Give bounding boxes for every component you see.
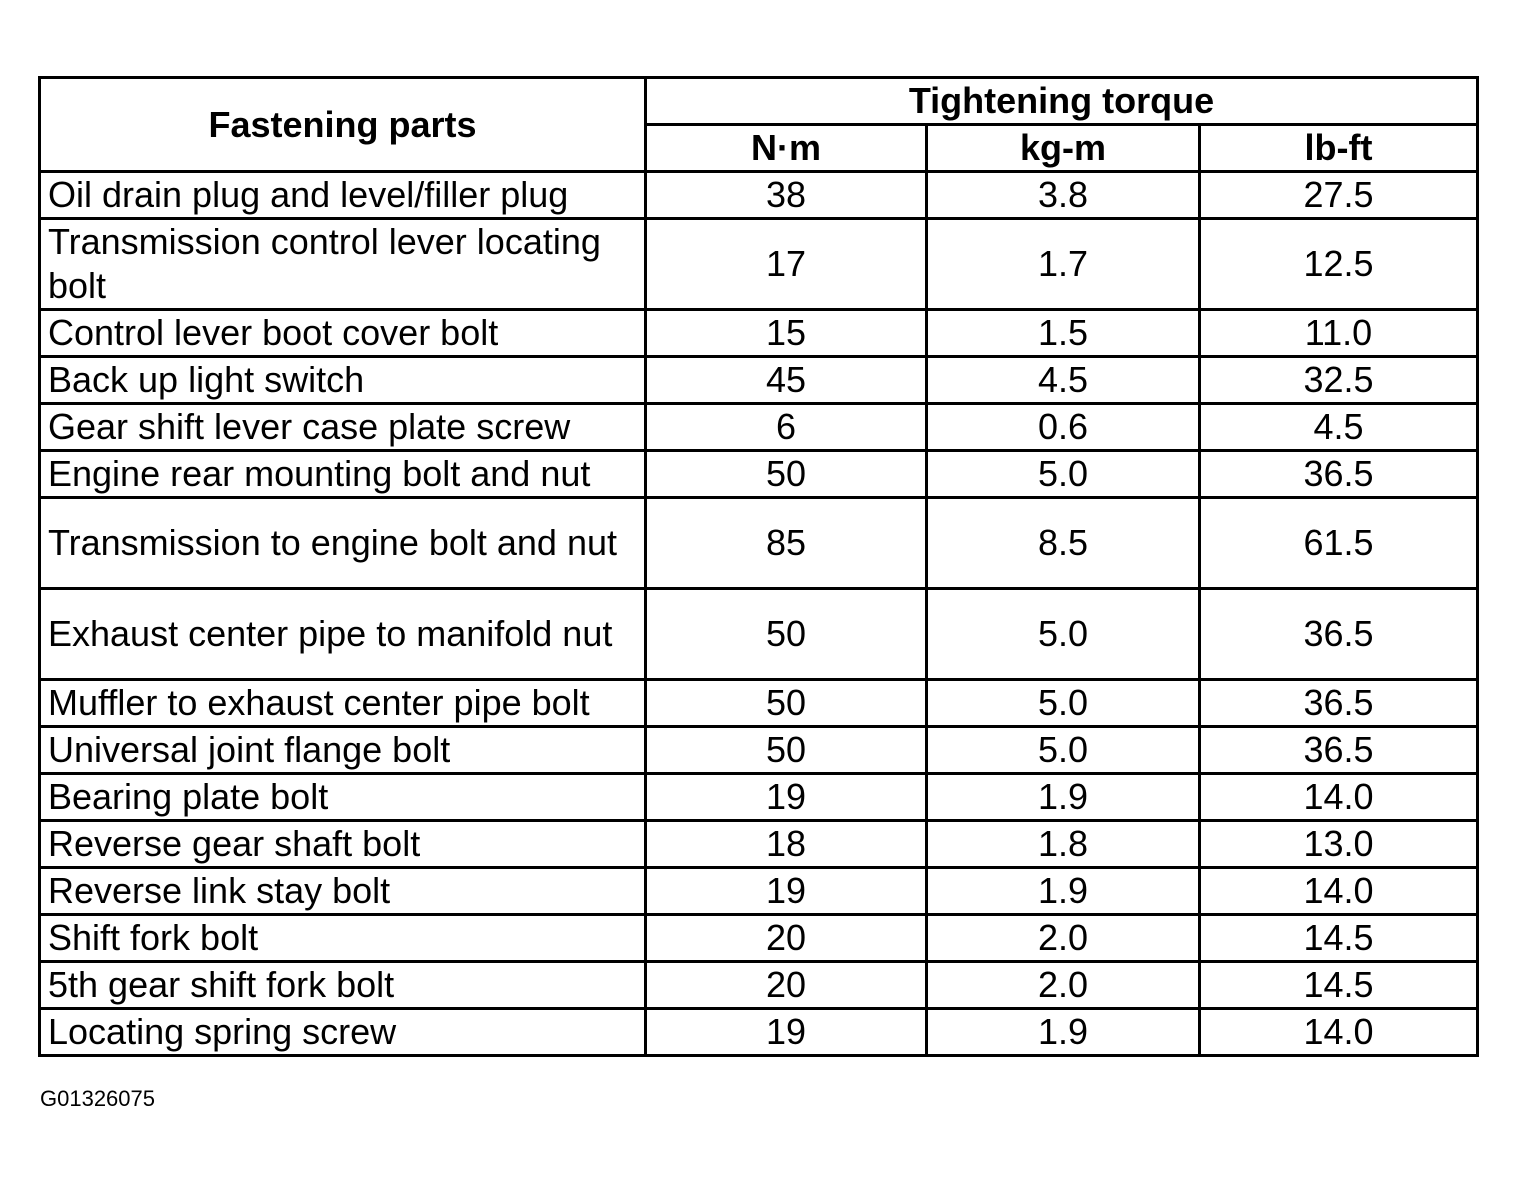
cell-fastening-part: Gear shift lever case plate screw — [40, 404, 646, 451]
cell-torque-kgm: 5.0 — [927, 451, 1200, 498]
table-row — [40, 680, 1478, 727]
cell-fastening-part: Oil drain plug and level/filler plug — [40, 172, 646, 219]
table-row — [40, 498, 1478, 589]
cell-fastening-part: Reverse gear shaft bolt — [40, 821, 646, 868]
cell-torque-lbft: 61.5 — [1200, 498, 1478, 589]
cell-torque-nm: 50 — [646, 451, 927, 498]
header-fastening-parts: Fastening parts — [40, 78, 646, 172]
table-row — [40, 404, 1478, 451]
cell-torque-lbft: 36.5 — [1200, 589, 1478, 680]
cell-fastening-part: Back up light switch — [40, 357, 646, 404]
cell-torque-nm: 85 — [646, 498, 927, 589]
table-row — [40, 821, 1478, 868]
cell-torque-lbft: 32.5 — [1200, 357, 1478, 404]
cell-fastening-part: Control lever boot cover bolt — [40, 310, 646, 357]
header-unit-kgm: kg-m — [927, 125, 1200, 172]
cell-torque-kgm: 0.6 — [927, 404, 1200, 451]
cell-torque-lbft: 14.0 — [1200, 868, 1478, 915]
table-row — [40, 357, 1478, 404]
cell-fastening-part: Transmission to engine bolt and nut — [40, 498, 646, 589]
cell-torque-nm: 18 — [646, 821, 927, 868]
cell-fastening-part: Universal joint flange bolt — [40, 727, 646, 774]
cell-torque-kgm: 1.9 — [927, 868, 1200, 915]
torque-spec-table — [38, 76, 1479, 1057]
table-row — [40, 172, 1478, 219]
cell-torque-nm: 6 — [646, 404, 927, 451]
header-tightening-torque: Tightening torque — [646, 78, 1478, 125]
cell-torque-nm: 19 — [646, 1009, 927, 1056]
cell-torque-lbft: 14.5 — [1200, 915, 1478, 962]
figure-id-label: G01326075 — [40, 1086, 155, 1111]
table-row — [40, 962, 1478, 1009]
cell-torque-nm: 20 — [646, 962, 927, 1009]
cell-fastening-part: Exhaust center pipe to manifold nut — [40, 589, 646, 680]
cell-torque-nm: 15 — [646, 310, 927, 357]
table-row — [40, 310, 1478, 357]
cell-torque-nm: 45 — [646, 357, 927, 404]
table-body — [40, 172, 1478, 1056]
cell-torque-kgm: 5.0 — [927, 680, 1200, 727]
cell-torque-lbft: 36.5 — [1200, 680, 1478, 727]
cell-torque-lbft: 27.5 — [1200, 172, 1478, 219]
cell-fastening-part: Reverse link stay bolt — [40, 868, 646, 915]
cell-torque-lbft: 14.0 — [1200, 774, 1478, 821]
cell-torque-nm: 17 — [646, 219, 927, 310]
table-row — [40, 1009, 1478, 1056]
cell-torque-lbft: 36.5 — [1200, 451, 1478, 498]
cell-torque-nm: 50 — [646, 680, 927, 727]
cell-torque-kgm: 8.5 — [927, 498, 1200, 589]
cell-fastening-part: 5th gear shift fork bolt — [40, 962, 646, 1009]
cell-torque-kgm: 5.0 — [927, 589, 1200, 680]
cell-torque-kgm: 1.5 — [927, 310, 1200, 357]
cell-torque-lbft: 14.5 — [1200, 962, 1478, 1009]
header-unit-lbft: lb-ft — [1200, 125, 1478, 172]
cell-torque-nm: 19 — [646, 774, 927, 821]
cell-torque-nm: 50 — [646, 589, 927, 680]
cell-torque-kgm: 5.0 — [927, 727, 1200, 774]
cell-torque-nm: 38 — [646, 172, 927, 219]
cell-fastening-part: Engine rear mounting bolt and nut — [40, 451, 646, 498]
cell-fastening-part: Shift fork bolt — [40, 915, 646, 962]
cell-fastening-part: Muffler to exhaust center pipe bolt — [40, 680, 646, 727]
cell-torque-lbft: 11.0 — [1200, 310, 1478, 357]
table-row — [40, 451, 1478, 498]
cell-torque-kgm: 1.9 — [927, 1009, 1200, 1056]
cell-torque-kgm: 1.9 — [927, 774, 1200, 821]
cell-torque-kgm: 2.0 — [927, 962, 1200, 1009]
table-row — [40, 915, 1478, 962]
cell-torque-kgm: 1.7 — [927, 219, 1200, 310]
cell-torque-lbft: 12.5 — [1200, 219, 1478, 310]
table-row — [40, 774, 1478, 821]
table-row — [40, 727, 1478, 774]
cell-torque-lbft: 4.5 — [1200, 404, 1478, 451]
cell-torque-kgm: 3.8 — [927, 172, 1200, 219]
cell-fastening-part: Locating spring screw — [40, 1009, 646, 1056]
table-row — [40, 589, 1478, 680]
cell-torque-nm: 19 — [646, 868, 927, 915]
table-row — [40, 219, 1478, 310]
header-unit-nm: N·m — [646, 125, 927, 172]
cell-torque-kgm: 1.8 — [927, 821, 1200, 868]
cell-torque-lbft: 13.0 — [1200, 821, 1478, 868]
table-row — [40, 868, 1478, 915]
cell-fastening-part: Bearing plate bolt — [40, 774, 646, 821]
cell-torque-nm: 20 — [646, 915, 927, 962]
cell-torque-lbft: 14.0 — [1200, 1009, 1478, 1056]
table-header — [40, 78, 1478, 172]
cell-torque-kgm: 4.5 — [927, 357, 1200, 404]
cell-torque-nm: 50 — [646, 727, 927, 774]
cell-torque-kgm: 2.0 — [927, 915, 1200, 962]
cell-torque-lbft: 36.5 — [1200, 727, 1478, 774]
cell-fastening-part: Transmission control lever locating bolt — [40, 219, 646, 310]
